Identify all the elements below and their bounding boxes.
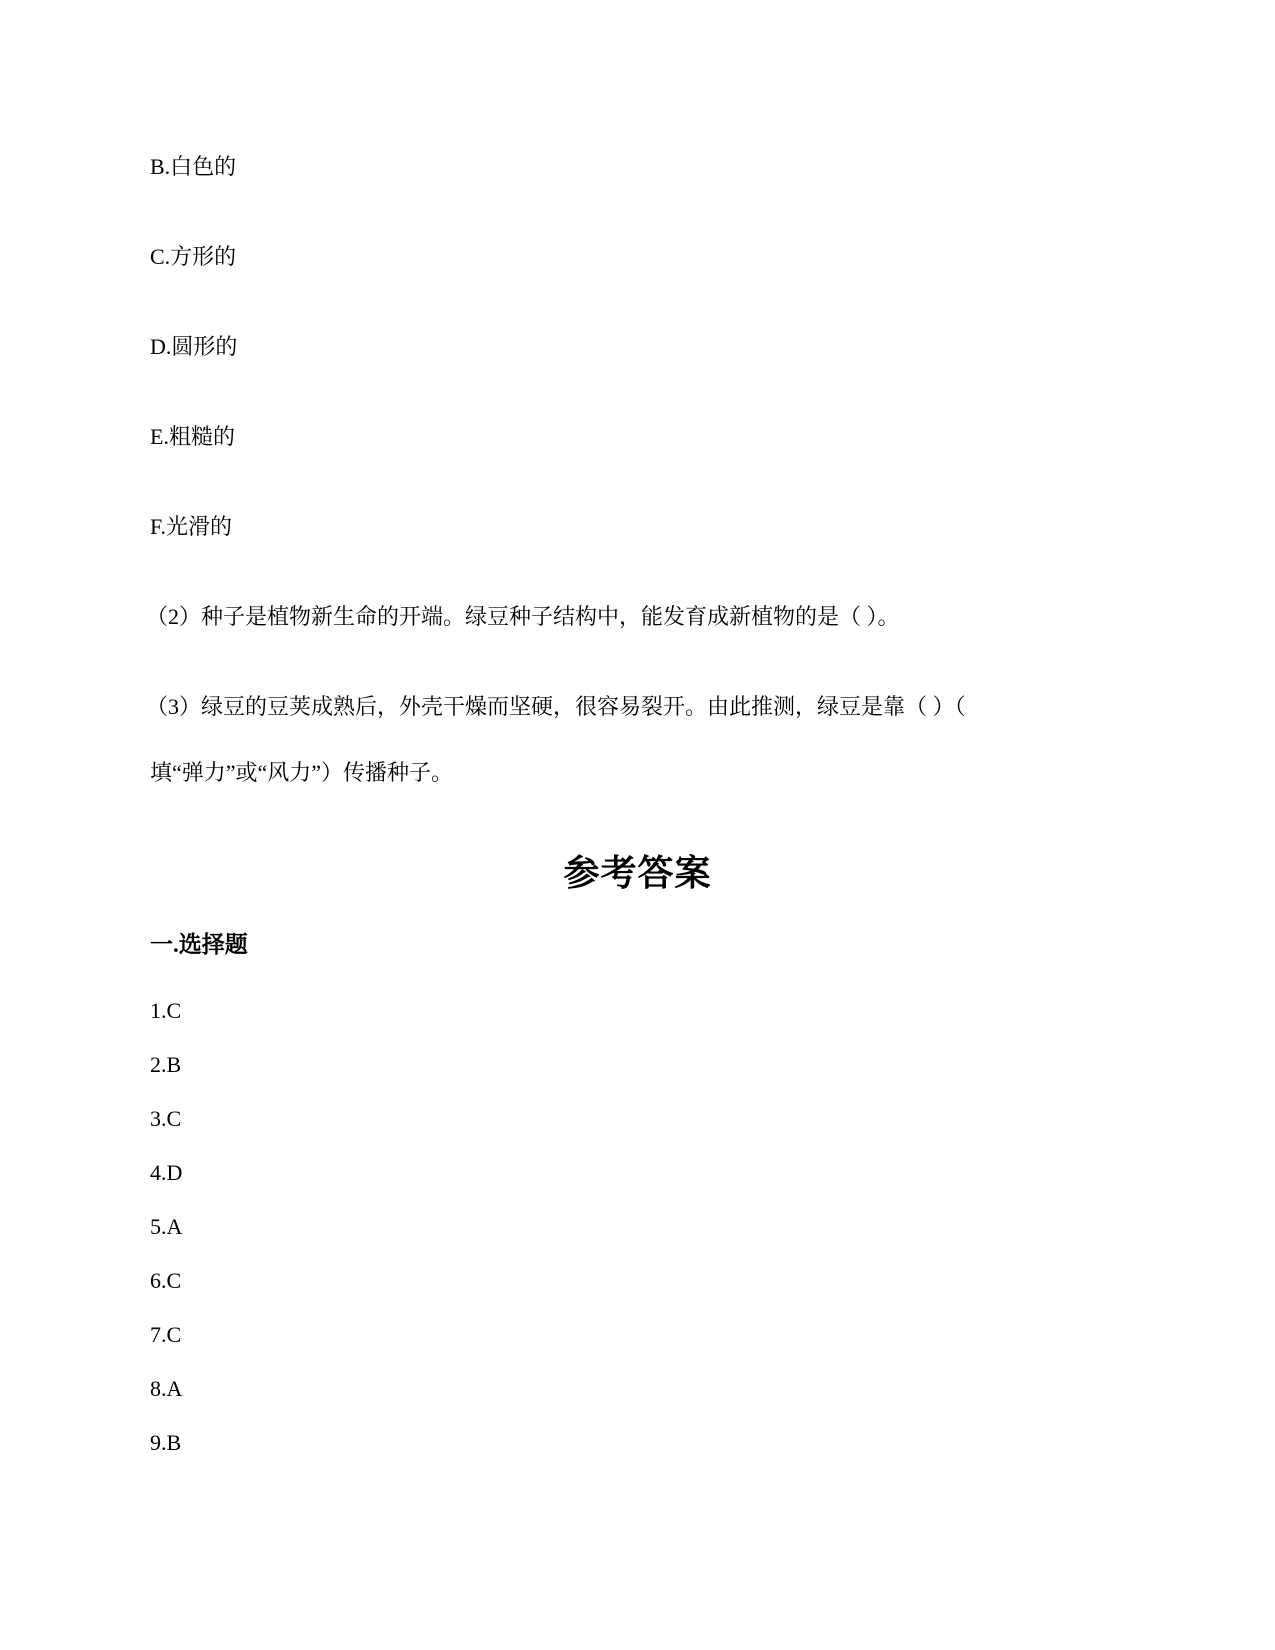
answer-item: 9.B: [150, 1430, 182, 1455]
answer-item: 5.A: [150, 1214, 183, 1239]
section-heading-multiple-choice: 一.选择题: [150, 932, 248, 957]
sub-question-3-line-1: （3）绿豆的豆荚成熟后，外壳干燥而坚硬，很容易裂开。由此推测，绿豆是靠（ ）（: [146, 694, 966, 719]
option-e: E.粗糙的: [150, 424, 235, 449]
answer-item: 3.C: [150, 1106, 182, 1131]
answer-item: 7.C: [150, 1322, 182, 1347]
answer-item: 8.A: [150, 1376, 183, 1401]
option-d: D.圆形的: [150, 334, 238, 359]
answer-item: 1.C: [150, 998, 182, 1023]
answer-item: 2.B: [150, 1052, 182, 1077]
option-b: B.白色的: [150, 154, 237, 179]
sub-question-3-line-2: 填“弹力”或“风力”）传播种子。: [150, 760, 454, 785]
option-c: C.方形的: [150, 244, 237, 269]
option-f: F.光滑的: [150, 514, 232, 539]
sub-question-2: （2）种子是植物新生命的开端。绿豆种子结构中，能发育成新植物的是（ ）。: [146, 604, 900, 629]
answer-item: 6.C: [150, 1268, 182, 1293]
answer-list: [150, 996, 182, 1482]
answer-item: 4.D: [150, 1160, 183, 1185]
answer-key-title: 参考答案: [563, 853, 712, 893]
